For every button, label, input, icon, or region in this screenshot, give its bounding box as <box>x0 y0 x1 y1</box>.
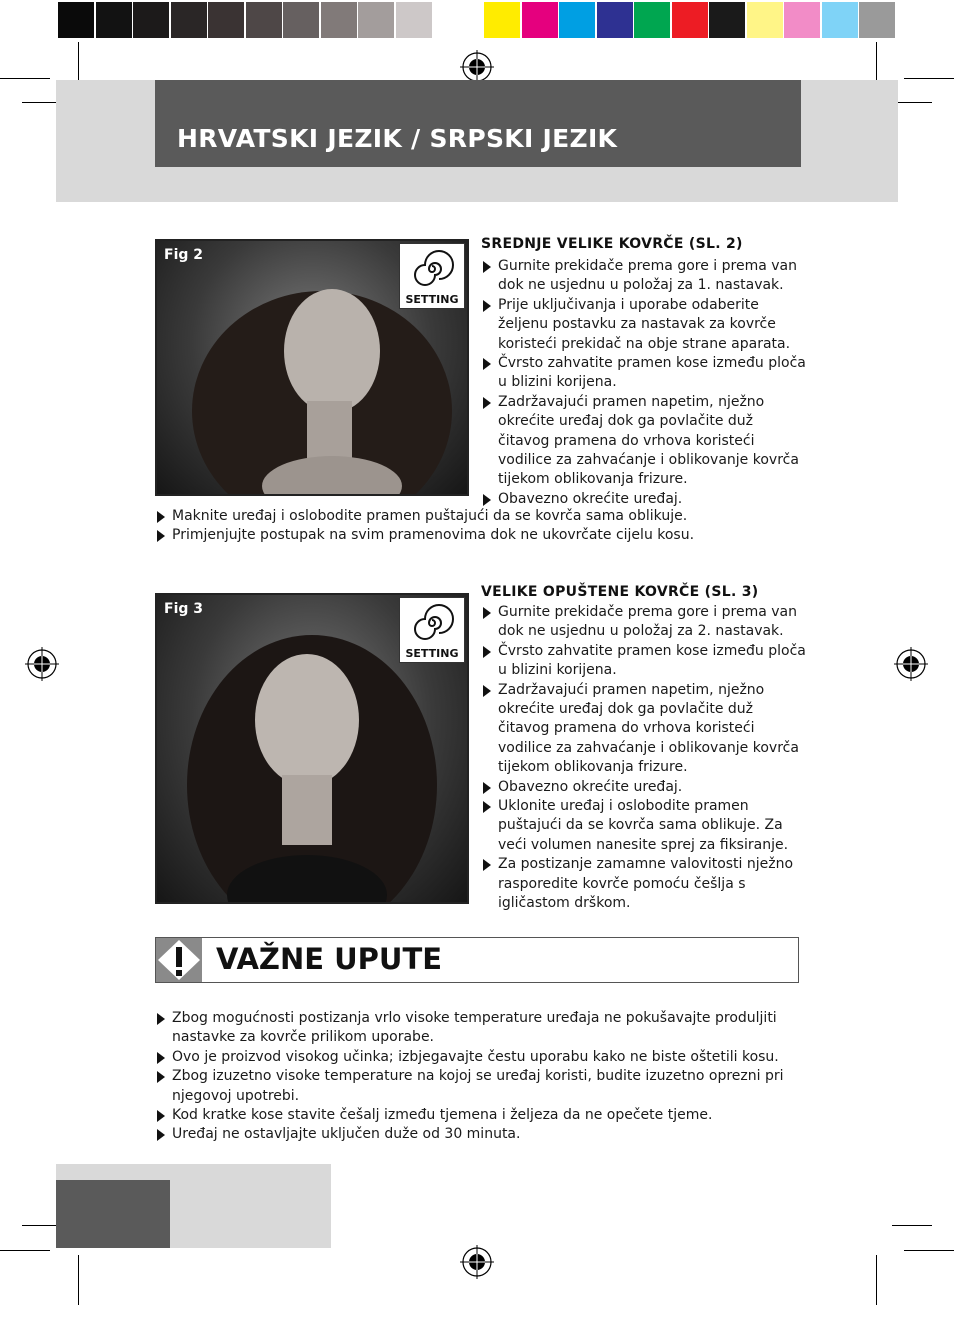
header-title-box <box>155 80 801 167</box>
figure-3-photo <box>155 593 469 904</box>
figure-label: Fig 2 <box>164 247 203 263</box>
color-swatch <box>96 2 132 38</box>
list-item: Zbog mogućnosti postizanja vrlo visoke temperature uređaja ne pokušavajte produljiti nastavke za kovrče prilikom uporabe. <box>155 1009 815 1048</box>
list-item: Obavezno okrećite uređaj. <box>481 778 806 797</box>
crop-mark <box>876 1255 877 1305</box>
crop-mark <box>0 78 50 79</box>
list-item: Zadržavajući pramen napetim, nježno okrećite uređaj dok ga povlačite duž čitavog pramena do vrhova koristeći vodilice za zahvaćanje i oblikovanje kovrča tijekom oblikovanja frizure. <box>481 681 806 778</box>
list-item: Prije uključivanja i uporabe odaberite željenu postavku za nastavak za kovrče koristeći prekidač na obje strane aparata. <box>481 296 806 354</box>
registration-mark-icon <box>894 647 928 681</box>
registration-mark-icon <box>25 647 59 681</box>
color-swatch <box>747 2 783 38</box>
list-item: Gurnite prekidače prema gore i prema van dok ne usjednu u položaj za 1. nastavak. <box>481 257 806 296</box>
color-swatch <box>358 2 394 38</box>
figure-label: Fig 3 <box>164 601 203 617</box>
setting-label: SETTING <box>405 293 459 306</box>
crop-mark <box>0 1250 50 1251</box>
important-list <box>155 1009 815 1145</box>
setting-label: SETTING <box>405 647 459 660</box>
page-title: HRVATSKI JEZIK / SRPSKI JEZIK <box>177 124 618 153</box>
crop-mark <box>892 1225 932 1226</box>
color-swatch <box>859 2 895 38</box>
crop-mark <box>78 42 79 82</box>
color-swatch <box>171 2 207 38</box>
color-swatch <box>484 2 520 38</box>
section-title: VELIKE OPUŠTENE KOVRČE (SL. 3) <box>481 584 759 600</box>
crop-mark <box>904 78 954 79</box>
color-swatch <box>597 2 633 38</box>
crop-mark <box>904 1250 954 1251</box>
color-swatch <box>283 2 319 38</box>
registration-mark-icon <box>460 50 494 84</box>
list-item: Gurnite prekidače prema gore i prema van dok ne usjednu u položaj za 2. nastavak. <box>481 603 806 642</box>
list-item: Obavezno okrećite uređaj. <box>481 490 806 509</box>
registration-mark-icon <box>460 1245 494 1279</box>
list-item: Maknite uređaj i oslobodite pramen puštajući da se kovrča sama oblikuje. <box>155 507 815 526</box>
crop-mark <box>78 1255 79 1305</box>
color-swatch <box>246 2 282 38</box>
important-box <box>155 937 799 983</box>
list-item: Čvrsto zahvatite pramen kose između ploča u blizini korijena. <box>481 354 806 393</box>
color-swatch <box>634 2 670 38</box>
crop-mark <box>876 42 877 82</box>
color-swatch <box>58 2 94 38</box>
setting-badge <box>399 597 465 663</box>
list-item: Kod kratke kose stavite češalj između tjemena i željeza da ne opečete tjeme. <box>155 1106 815 1125</box>
color-swatch <box>396 2 432 38</box>
color-swatch <box>321 2 357 38</box>
figure-2-photo <box>155 239 469 496</box>
color-swatch <box>784 2 820 38</box>
section2-list <box>481 603 806 914</box>
color-swatch <box>208 2 244 38</box>
setting-badge <box>399 243 465 309</box>
important-title: VAŽNE UPUTE <box>216 942 443 976</box>
list-item: Uklonite uređaj i oslobodite pramen puštajući da se kovrča sama oblikuje. Za veći volumen nanesite sprej za fiksiranje. <box>481 797 806 855</box>
color-swatch <box>133 2 169 38</box>
color-swatch <box>559 2 595 38</box>
list-item: Primjenjujte postupak na svim pramenovima dok ne ukovrčate cijelu kosu. <box>155 526 815 545</box>
color-swatch <box>822 2 858 38</box>
list-item: Zadržavajući pramen napetim, nježno okrećite uređaj dok ga povlačite duž čitavog pramena do vrhova koristeći vodilice za zahvaćanje i oblikovanje kovrča tijekom oblikovanja frizure. <box>481 393 806 490</box>
list-item: Ovo je proizvod visokog učinka; izbjegavajte čestu uporabu kako ne biste oštetili kosu. <box>155 1048 815 1067</box>
crop-mark <box>892 102 932 103</box>
list-item: Za postizanje zamamne valovitosti nježno rasporedite kovrče pomoću češlja s igličastom drškom. <box>481 855 806 913</box>
color-swatch <box>709 2 745 38</box>
section-title: SREDNJE VELIKE KOVRČE (SL. 2) <box>481 236 743 252</box>
color-swatch <box>433 2 469 38</box>
footer-page-tab <box>56 1180 170 1248</box>
warning-icon <box>156 938 202 982</box>
color-swatch <box>672 2 708 38</box>
section1-list <box>481 257 806 509</box>
list-item: Uređaj ne ostavljajte uključen duže od 30 minuta. <box>155 1125 815 1144</box>
color-swatch <box>522 2 558 38</box>
list-item: Čvrsto zahvatite pramen kose između ploča u blizini korijena. <box>481 642 806 681</box>
list-item: Zbog izuzetno visoke temperature na kojoj se uređaj koristi, budite izuzetno oprezni pri njegovoj upotrebi. <box>155 1067 815 1106</box>
section1-list-full <box>155 507 815 546</box>
spiral-icon <box>400 244 464 294</box>
spiral-icon <box>400 598 464 648</box>
